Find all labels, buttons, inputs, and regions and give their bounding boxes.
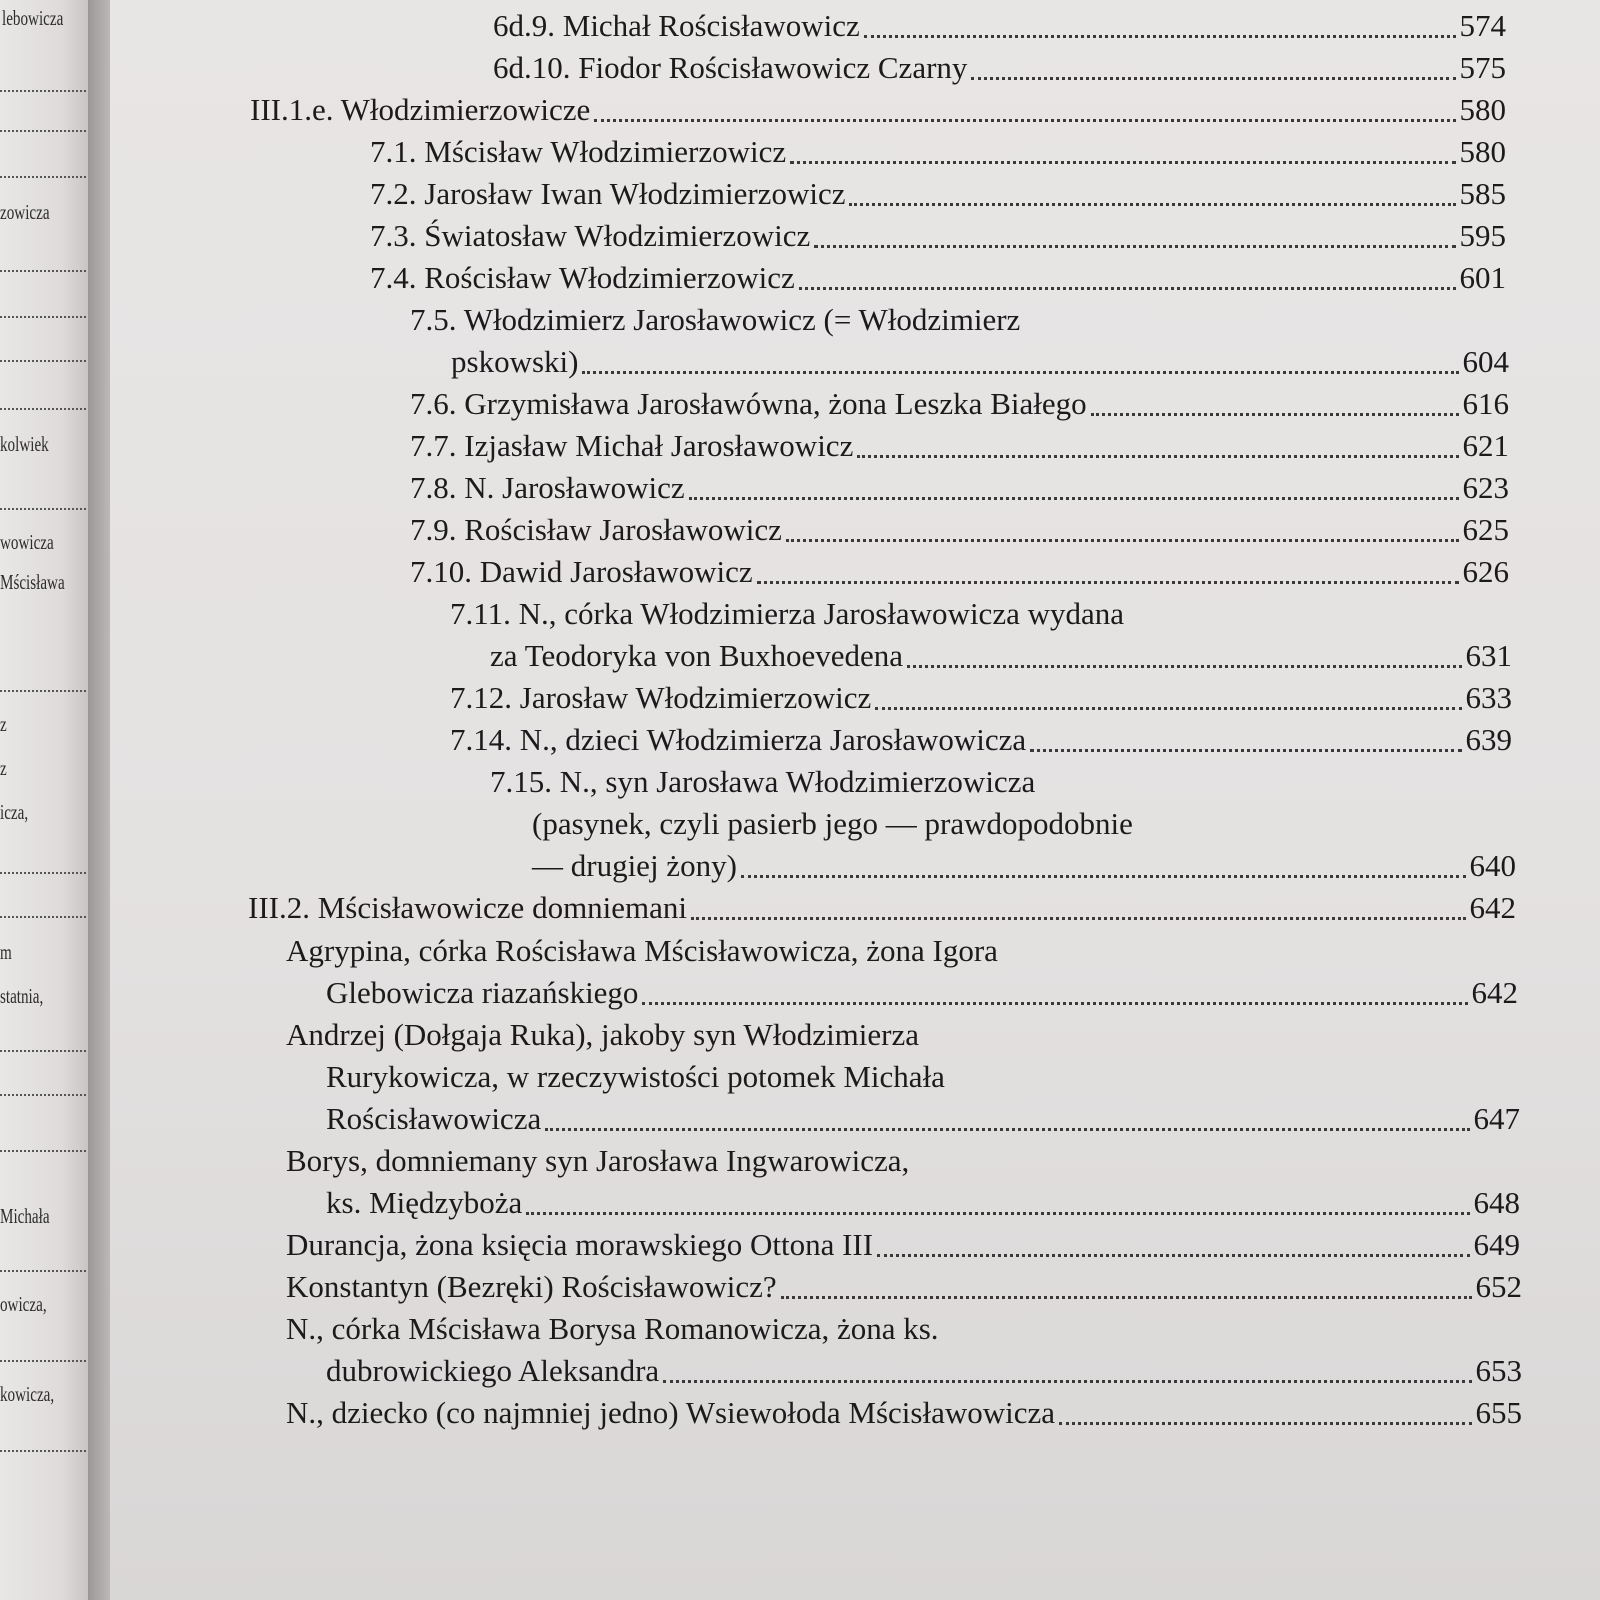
toc-page-number: 604	[1462, 344, 1509, 379]
toc-entry-title: 7.9. Rościsław Jarosławowicz	[410, 512, 782, 547]
toc-entry-title: 6d.9. Michał Rościsławowicz	[493, 8, 860, 43]
left-page-leader	[0, 690, 86, 692]
dot-leader	[849, 203, 1455, 206]
left-page-leader	[0, 916, 86, 918]
toc-entry-title: Agrypina, córka Rościsława Mścisławowicza, żona Igora	[286, 933, 998, 968]
left-page-text: z	[0, 756, 7, 780]
toc-entry	[410, 299, 1020, 341]
toc-page-number: 648	[1473, 1185, 1520, 1220]
toc-entry	[490, 761, 1035, 803]
left-page-text: Michała	[0, 1204, 50, 1228]
dot-leader	[691, 917, 1465, 920]
toc-page-number: 652	[1475, 1269, 1522, 1304]
toc-entry	[326, 1350, 1522, 1392]
toc-entry-title: — drugiej żony)	[532, 848, 737, 883]
toc-entry-title: 7.5. Włodzimierz Jarosławowicz (= Włodzimierz	[410, 302, 1021, 337]
toc-entry-title: 7.4. Rościsław Włodzimierzowicz	[370, 260, 795, 295]
toc-entry	[286, 1266, 1522, 1308]
left-page-leader	[0, 90, 86, 92]
toc-entry-title: 7.1. Mścisław Włodzimierzowicz	[370, 134, 787, 169]
left-page-text: lebowicza	[2, 6, 64, 30]
toc-entry-title: Borys, domniemany syn Jarosława Ingwarowicza,	[286, 1143, 910, 1178]
dot-leader	[545, 1128, 1469, 1131]
dot-leader	[799, 287, 1456, 290]
toc-page-number: 653	[1475, 1353, 1522, 1388]
toc-entry	[286, 1140, 909, 1182]
dot-leader	[526, 1212, 1469, 1215]
toc-entry-title: 7.10. Dawid Jarosławowicz	[410, 554, 753, 589]
toc-entry-title: Durancja, żona księcia morawskiego Ottona III	[286, 1227, 874, 1262]
toc-page-number: 633	[1465, 680, 1512, 715]
dot-leader	[594, 119, 1455, 122]
toc-entry-title: 7.11. N., córka Włodzimierza Jarosławowicza wydana	[450, 596, 1124, 631]
toc-entry-title: 7.3. Światosław Włodzimierzowicz	[370, 218, 811, 253]
toc-entry-title: 6d.10. Fiodor Rościsławowicz Czarny	[493, 50, 968, 85]
toc-entry	[248, 887, 1516, 929]
toc-entry	[493, 47, 1506, 89]
toc-page-number: 631	[1465, 638, 1512, 673]
left-page-leader	[0, 872, 86, 874]
left-page-text: z	[0, 712, 7, 736]
previous-page-edge	[0, 0, 88, 1600]
toc-entry	[410, 551, 1509, 593]
toc-entry	[450, 593, 1124, 635]
book-gutter	[88, 0, 110, 1600]
toc-entry-title: III.2. Mścisławowicze domniemani	[248, 890, 688, 925]
toc-page	[110, 0, 1600, 1600]
toc-entry	[250, 89, 1506, 131]
toc-entry	[286, 1392, 1522, 1434]
left-page-text: kolwiek	[0, 432, 49, 456]
left-page-leader	[0, 1050, 86, 1052]
toc-entry-title: 7.8. N. Jarosławowicz	[410, 470, 685, 505]
toc-entry-title: 7.12. Jarosław Włodzimierzowicz	[450, 680, 872, 715]
toc-page-number: 626	[1462, 554, 1509, 589]
toc-page-number: 621	[1462, 428, 1509, 463]
left-page-leader	[0, 508, 86, 510]
toc-entry-title: Rościsławowicza	[326, 1101, 542, 1136]
toc-entry	[326, 972, 1518, 1014]
toc-page-number: 616	[1462, 386, 1509, 421]
toc-entry-title: Andrzej (Dołgaja Ruka), jakoby syn Włodzimierza	[286, 1017, 920, 1052]
toc-page-number: 625	[1462, 512, 1509, 547]
left-page-leader	[0, 1360, 86, 1362]
dot-leader	[781, 1296, 1472, 1299]
toc-entry-title: III.1.e. Włodzimierzowicze	[250, 92, 591, 127]
dot-leader	[757, 581, 1459, 584]
toc-entry	[326, 1056, 945, 1098]
dot-leader	[814, 245, 1455, 248]
toc-page-number: 655	[1475, 1395, 1522, 1430]
toc-page-number: 580	[1459, 134, 1506, 169]
toc-page-number: 642	[1471, 975, 1518, 1010]
toc-entry	[410, 509, 1509, 551]
dot-leader	[1091, 413, 1459, 416]
left-page-text: m	[0, 940, 12, 964]
dot-leader	[741, 875, 1466, 878]
toc-page-number: 574	[1459, 8, 1506, 43]
toc-entry	[410, 425, 1509, 467]
toc-entry	[370, 173, 1506, 215]
toc-entry	[450, 719, 1512, 761]
toc-page-number: 580	[1459, 92, 1506, 127]
toc-page-number: 575	[1459, 50, 1506, 85]
toc-entry-title: ks. Międzyboża	[326, 1185, 523, 1220]
left-page-leader	[0, 316, 86, 318]
toc-entry	[286, 930, 998, 972]
toc-entry-title: 7.14. N., dzieci Włodzimierza Jarosławowicza	[450, 722, 1027, 757]
toc-page-number: 585	[1459, 176, 1506, 211]
left-page-text: zowicza	[0, 200, 50, 224]
toc-entry-title: dubrowickiego Aleksandra	[326, 1353, 660, 1388]
dot-leader	[582, 371, 1458, 374]
left-page-text: owicza,	[0, 1292, 47, 1316]
dot-leader	[689, 497, 1459, 500]
toc-entry	[410, 383, 1509, 425]
toc-entry	[370, 257, 1506, 299]
toc-entry	[450, 677, 1512, 719]
toc-entry	[451, 341, 1509, 383]
toc-entry-title: Konstantyn (Bezręki) Rościsławowicz?	[286, 1269, 777, 1304]
left-page-text: statnia,	[0, 984, 44, 1008]
dot-leader	[864, 35, 1456, 38]
toc-entry	[370, 131, 1506, 173]
toc-page-number: 639	[1465, 722, 1512, 757]
toc-entry	[490, 635, 1512, 677]
toc-entry-title: Glebowicza riazańskiego	[326, 975, 639, 1010]
toc-entry	[326, 1182, 1520, 1224]
dot-leader	[663, 1380, 1471, 1383]
toc-entry	[410, 467, 1509, 509]
left-page-leader	[0, 1270, 86, 1272]
left-page-text: kowicza,	[0, 1382, 55, 1406]
dot-leader	[790, 161, 1455, 164]
dot-leader	[907, 665, 1461, 668]
dot-leader	[877, 1254, 1469, 1257]
toc-entry-title: Rurykowicza, w rzeczywistości potomek Michała	[326, 1059, 945, 1094]
toc-entry-title: pskowski)	[451, 344, 579, 379]
left-page-text: wowicza	[0, 530, 54, 554]
toc-entry-title: N., dziecko (co najmniej jedno) Wsiewołoda Mścisławowicza	[286, 1395, 1056, 1430]
toc-page-number: 647	[1473, 1101, 1520, 1136]
toc-page-number: 642	[1469, 890, 1516, 925]
dot-leader	[857, 455, 1458, 458]
left-page-leader	[0, 130, 86, 132]
toc-page-number: 601	[1459, 260, 1506, 295]
toc-page-number: 649	[1473, 1227, 1520, 1262]
left-page-text: icza,	[0, 800, 29, 824]
dot-leader	[642, 1002, 1467, 1005]
toc-entry-title: za Teodoryka von Buxhoevedena	[490, 638, 904, 673]
left-page-leader	[0, 1150, 86, 1152]
dot-leader	[1059, 1422, 1471, 1425]
dot-leader	[971, 77, 1455, 80]
left-page-leader	[0, 360, 86, 362]
toc-entry-title: (pasynek, czyli pasierb jego — prawdopodobnie	[532, 806, 1133, 841]
toc-entry-title: 7.6. Grzymisława Jarosławówna, żona Leszka Białego	[410, 386, 1087, 421]
toc-entry	[532, 803, 1133, 845]
dot-leader	[1030, 749, 1461, 752]
left-page-leader	[0, 270, 86, 272]
left-page-leader	[0, 176, 86, 178]
toc-page-number: 640	[1469, 848, 1516, 883]
toc-entry	[286, 1014, 919, 1056]
toc-entry-title: 7.7. Izjasław Michał Jarosławowicz	[410, 428, 854, 463]
toc-entry-title: 7.2. Jarosław Iwan Włodzimierzowicz	[370, 176, 846, 211]
dot-leader	[786, 539, 1459, 542]
toc-entry	[326, 1098, 1520, 1140]
table-of-contents	[110, 0, 1600, 1600]
toc-entry-title: N., córka Mścisława Borysa Romanowicza, żona ks.	[286, 1311, 939, 1346]
toc-entry	[532, 845, 1516, 887]
left-page-leader	[0, 1450, 86, 1452]
toc-entry	[286, 1224, 1520, 1266]
toc-entry-title: 7.15. N., syn Jarosława Włodzimierzowicza	[490, 764, 1036, 799]
toc-entry	[370, 215, 1506, 257]
left-page-leader	[0, 408, 86, 410]
toc-page-number: 623	[1462, 470, 1509, 505]
left-page-text: Mścisława	[0, 570, 65, 594]
toc-entry	[286, 1308, 939, 1350]
toc-page-number: 595	[1459, 218, 1506, 253]
toc-entry	[493, 5, 1506, 47]
dot-leader	[875, 707, 1461, 710]
left-page-leader	[0, 1094, 86, 1096]
